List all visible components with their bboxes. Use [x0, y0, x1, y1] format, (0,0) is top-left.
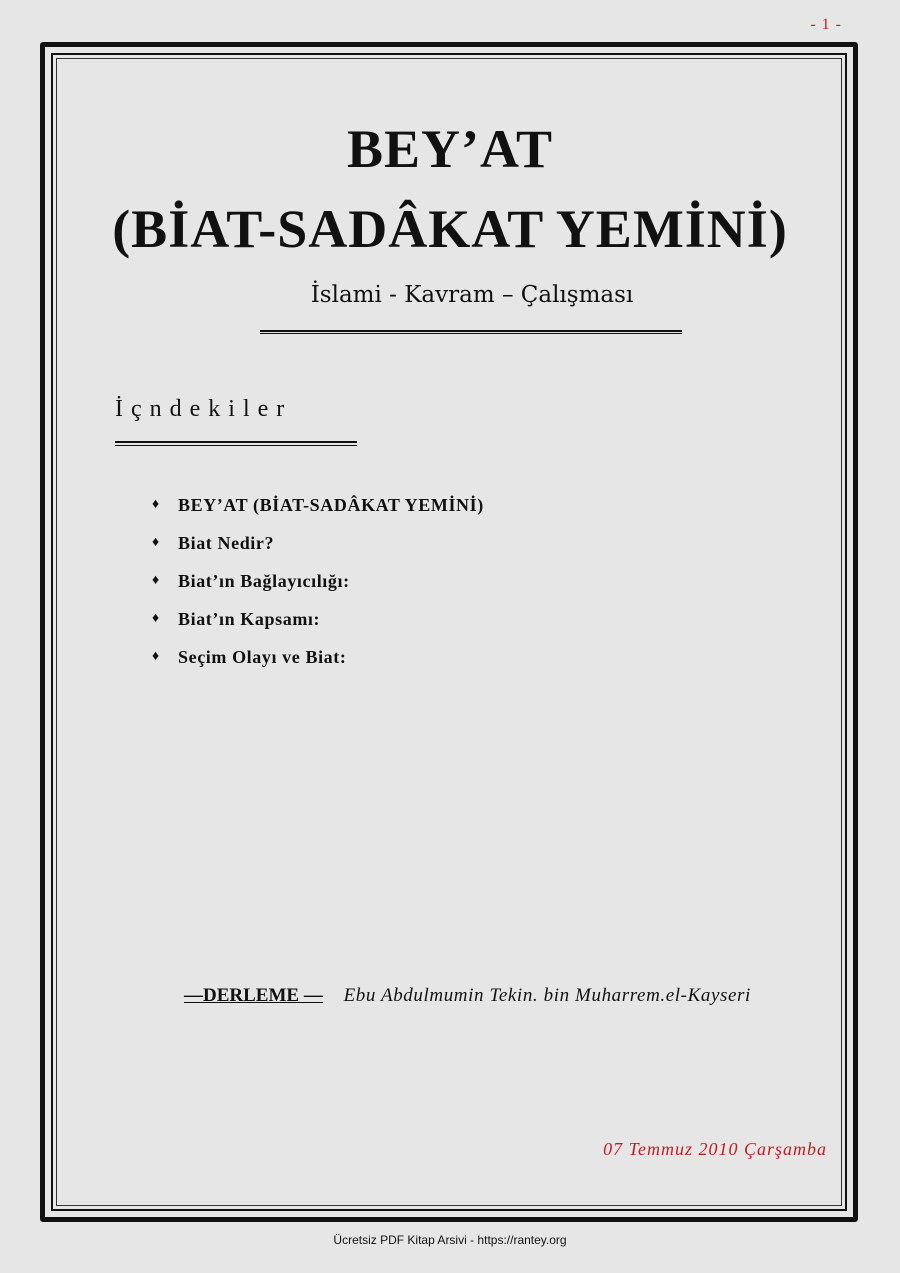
document-title: BEY’AT — [346, 119, 554, 179]
footer-text: Ücretsiz PDF Kitap Arsivi - https://rantey.org — [333, 1233, 567, 1247]
toc-item-label: Biat’ın Bağlayıcılığı: — [178, 570, 350, 591]
diamond-bullet-icon: ♦ — [152, 497, 160, 512]
subtitle-underline — [260, 330, 682, 334]
diamond-bullet-icon: ♦ — [152, 535, 160, 550]
toc-item-label: Biat Nedir? — [178, 532, 275, 553]
toc-list — [152, 486, 484, 676]
credit-line — [184, 985, 751, 1007]
toc-item-label: BEY’AT (BİAT-SADÂKAT YEMİNİ) — [178, 494, 484, 515]
diamond-bullet-icon: ♦ — [152, 649, 160, 664]
toc-heading-underline — [115, 441, 357, 446]
toc-item-label: Biat’ın Kapsamı: — [178, 608, 321, 629]
credit-author: Ebu Abdulmumin Tekin. bin Muharrem.el-Kayseri — [343, 985, 751, 1006]
document-date: 07 Temmuz 2010 Çarşamba — [603, 1139, 827, 1159]
toc-heading: İçndekiler — [115, 396, 293, 422]
toc-item[interactable] — [152, 486, 484, 524]
credit-label: —DERLEME — — [184, 985, 323, 1006]
page-number: - 1 - — [810, 16, 842, 33]
document-subtitle: İslami - Kavram – Çalışması — [310, 282, 634, 308]
toc-item[interactable] — [152, 562, 484, 600]
toc-item[interactable] — [152, 600, 484, 638]
diamond-bullet-icon: ♦ — [152, 611, 160, 626]
document-subtitle-title: (BİAT-SADÂKAT YEMİNİ) — [112, 199, 788, 259]
toc-item[interactable] — [152, 638, 484, 676]
diamond-bullet-icon: ♦ — [152, 573, 160, 588]
toc-item-label: Seçim Olayı ve Biat: — [178, 646, 347, 667]
toc-item[interactable] — [152, 524, 484, 562]
